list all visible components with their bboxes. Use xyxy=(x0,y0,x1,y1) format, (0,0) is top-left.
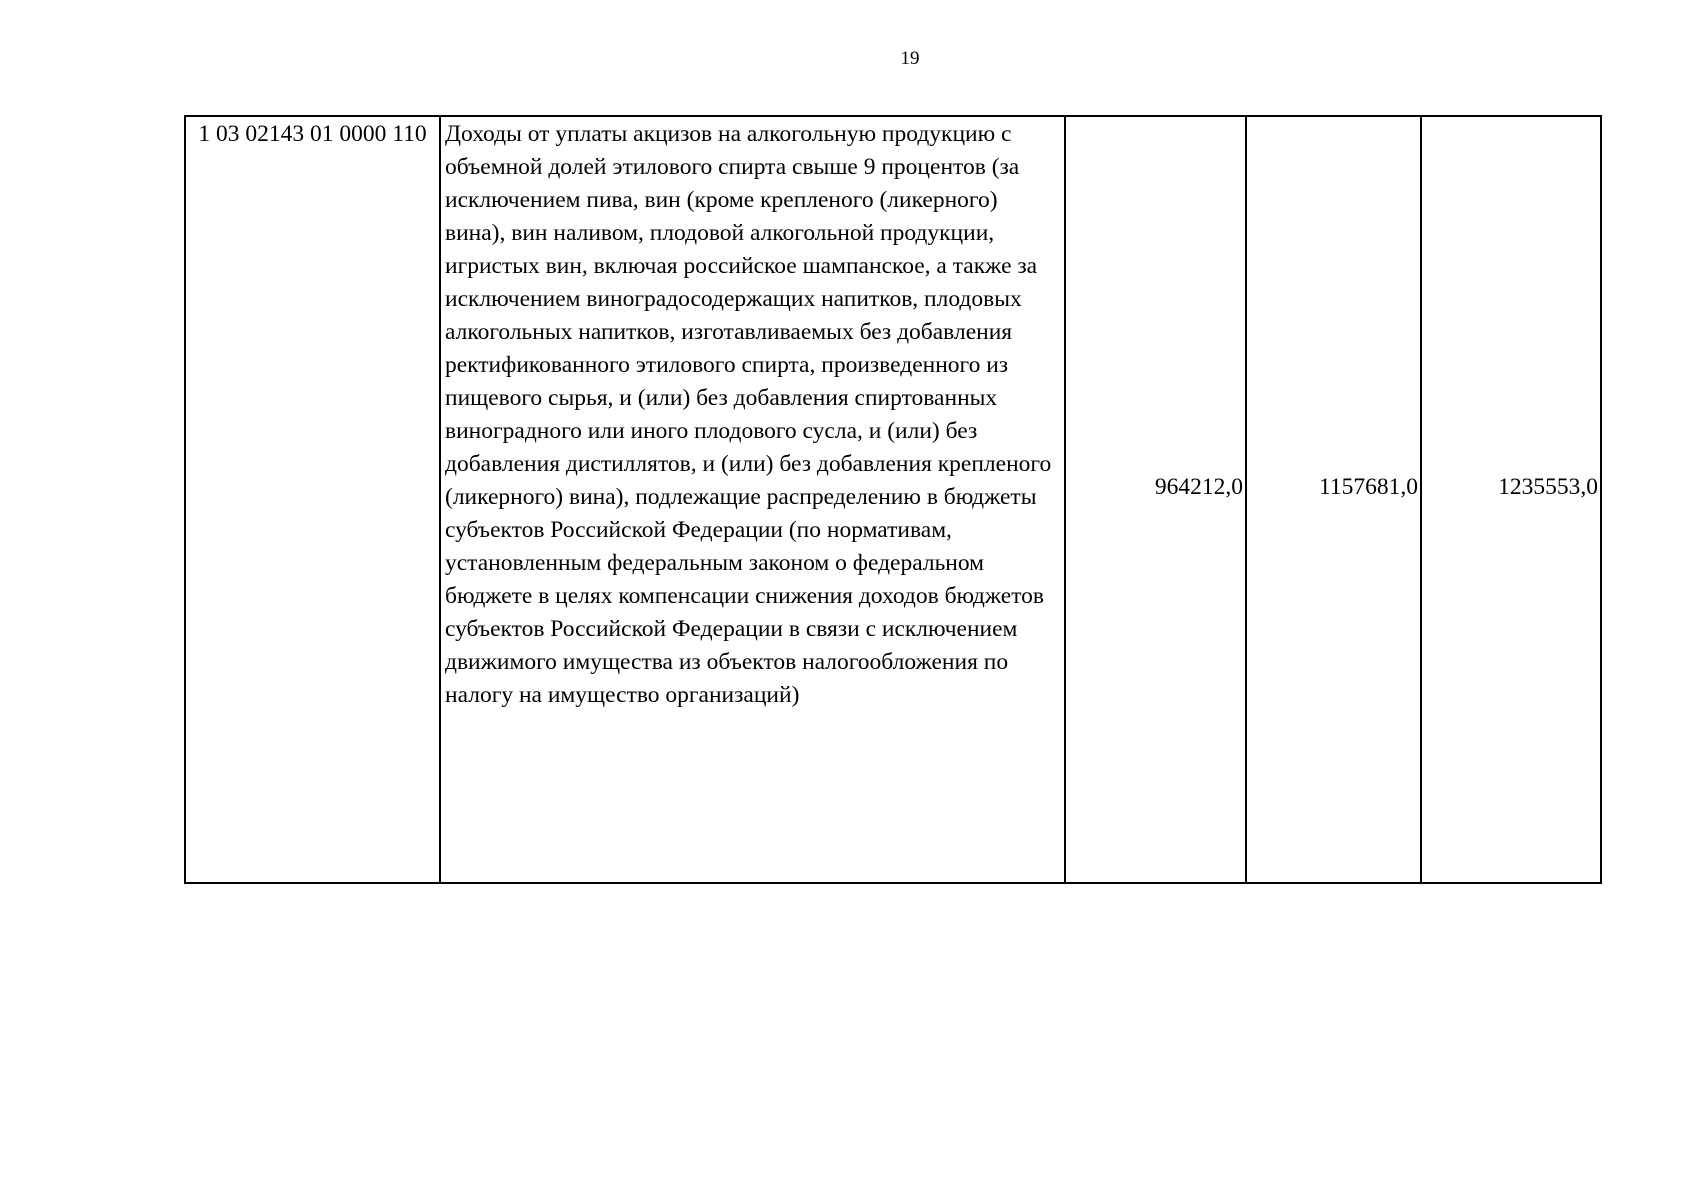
table-row xyxy=(185,116,1601,883)
value-column-2: 1157681,0 xyxy=(1246,116,1421,883)
page-number: 19 xyxy=(900,48,920,69)
budget-classification-code: 1 03 02143 01 0000 110 xyxy=(185,116,440,883)
budget-table xyxy=(184,115,1602,884)
value-column-3: 1235553,0 xyxy=(1421,116,1601,883)
value-column-1: 964212,0 xyxy=(1065,116,1246,883)
revenue-description: Доходы от уплаты акцизов на алкогольную продукцию с объемной долей этилового спирта свыше 9 процентов (за исключением пива, вин (кроме крепленого (ликерного) вина), вин наливом, плодовой алкогольной продукции, игристых вин, включая российское шампанское, а также за исключением виноградосодержащих напитков, плодовых алкогольных напитков, изготавливаемых без добавления ректификованного этилового спирта, произведенного из пищевого сырья, и (или) без добавления спиртованных виноградного или иного плодового сусла, и (или) без добавления дистиллятов, и (или) без добавления крепленого (ликерного) вина), подлежащие распределению в бюджеты субъектов Российской Федерации (по нормативам, установленным федеральным законом о федеральном бюджете в целях компенсации снижения доходов бюджетов субъектов Российской Федерации в связи с исключением движимого имущества из объектов налогообложения по налогу на имущество организаций) xyxy=(440,116,1065,883)
